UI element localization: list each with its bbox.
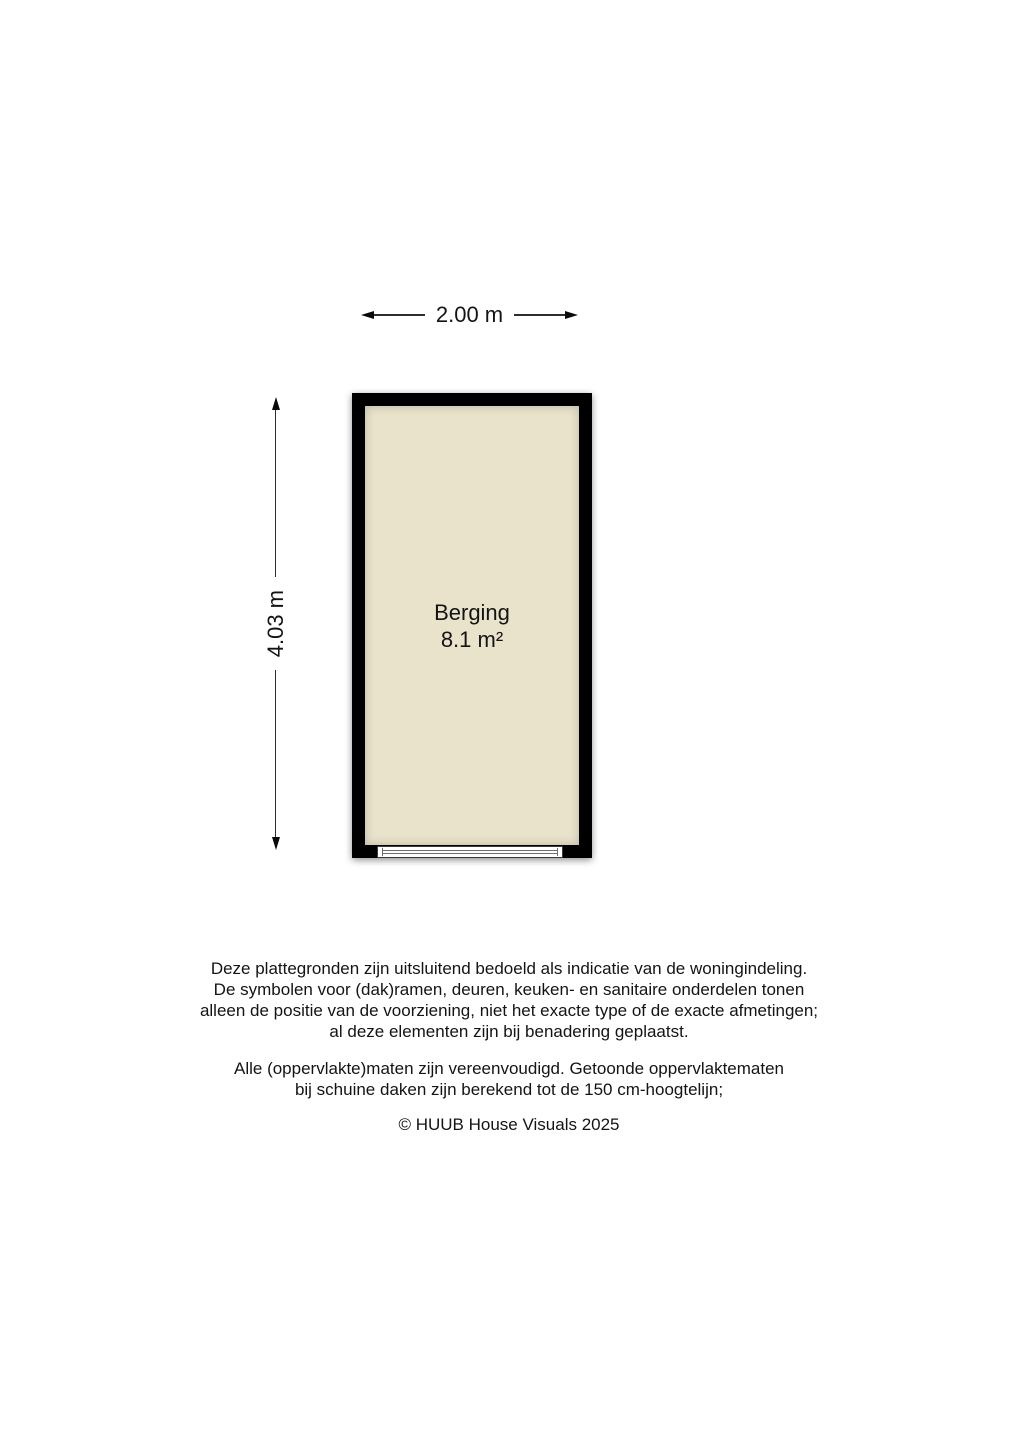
window-symbol	[377, 846, 563, 858]
room-berging	[352, 393, 592, 858]
window-end-cap	[557, 848, 558, 856]
room-label	[434, 599, 510, 653]
dimension-line	[374, 314, 425, 316]
disclaimer-line: bij schuine daken zijn berekend tot de 150 cm-hoogtelijn;	[294, 1080, 724, 1099]
width-dimension-label: 2.00 m	[435, 302, 504, 327]
disclaimer-text	[0, 958, 1018, 1135]
height-dimension-label: 4.03 m	[263, 589, 288, 658]
disclaimer-line: Deze plattegronden zijn uitsluitend bedoeld als indicatie van de woningindeling.	[210, 959, 808, 978]
room-name-label: Berging	[434, 599, 510, 625]
copyright-text: © HUUB House Visuals 2025	[398, 1115, 620, 1134]
dimension-line	[275, 670, 277, 837]
room-area-label: 8.1 m²	[440, 626, 504, 652]
disclaimer-line: alleen de positie van de voorziening, niet het exacte type of de exacte afmetingen;	[199, 1001, 819, 1020]
disclaimer-line: Alle (oppervlakte)maten zijn vereenvoudigd. Getoonde oppervlaktematen	[234, 1059, 784, 1078]
window-pane-lines	[382, 850, 558, 854]
disclaimer-paragraph-2	[0, 1058, 1018, 1100]
arrow-up-icon	[272, 397, 280, 410]
dimension-line	[514, 314, 565, 316]
arrow-down-icon	[272, 837, 280, 850]
width-dimension	[361, 302, 578, 328]
disclaimer-line: al deze elementen zijn bij benadering geplaatst.	[329, 1022, 689, 1041]
dimension-line	[275, 410, 277, 577]
disclaimer-paragraph-1	[0, 958, 1018, 1042]
arrow-left-icon	[361, 311, 374, 319]
arrow-right-icon	[565, 311, 578, 319]
disclaimer-line: De symbolen voor (dak)ramen, deuren, keuken- en sanitaire onderdelen tonen	[213, 980, 805, 999]
height-dimension	[263, 397, 288, 850]
window-end-cap	[382, 848, 383, 856]
